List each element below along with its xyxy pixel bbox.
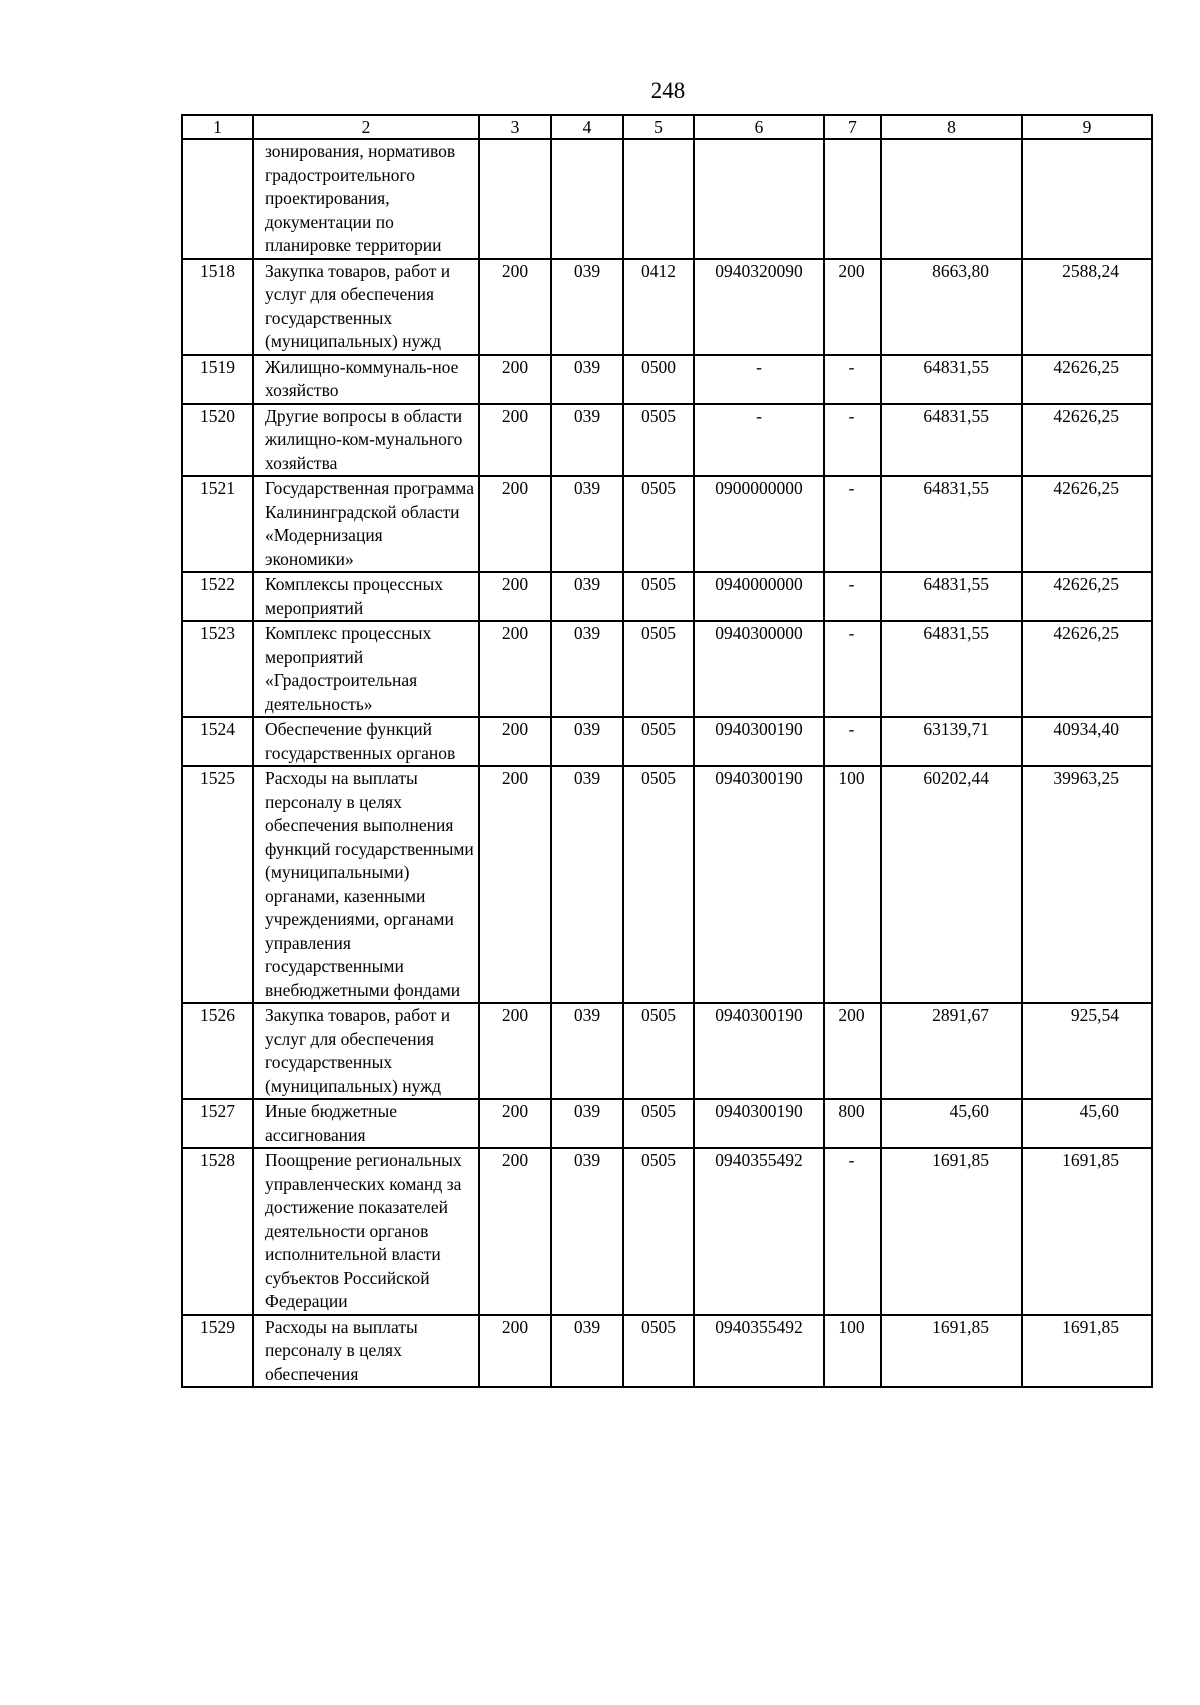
target-code-cell: 0940320090 bbox=[694, 259, 824, 355]
code-cell-4: 039 bbox=[551, 766, 623, 1003]
table-row bbox=[182, 404, 1152, 477]
column-header-3: 3 bbox=[479, 115, 551, 139]
row-number-cell: 1525 bbox=[182, 766, 253, 1003]
amount-cell-9: 40934,40 bbox=[1022, 717, 1152, 766]
page-number: 248 bbox=[650, 78, 686, 103]
amount-cell-8: 64831,55 bbox=[881, 404, 1022, 477]
amount-cell-9: 1691,85 bbox=[1022, 1148, 1152, 1315]
column-header-9: 9 bbox=[1022, 115, 1152, 139]
code-cell-4: 039 bbox=[551, 404, 623, 477]
code-cell-3: 200 bbox=[479, 621, 551, 717]
amount-cell-9: 42626,25 bbox=[1022, 621, 1152, 717]
amount-cell-8: 1691,85 bbox=[881, 1315, 1022, 1388]
row-number-cell: 1519 bbox=[182, 355, 253, 404]
amount-cell-8: 63139,71 bbox=[881, 717, 1022, 766]
amount-cell-8: 64831,55 bbox=[881, 621, 1022, 717]
table-row bbox=[182, 1099, 1152, 1148]
amount-cell-9: 2588,24 bbox=[1022, 259, 1152, 355]
code-cell-4: 039 bbox=[551, 1003, 623, 1099]
expense-type-cell: - bbox=[824, 572, 881, 621]
target-code-cell: 0940355492 bbox=[694, 1315, 824, 1388]
row-number-cell: 1518 bbox=[182, 259, 253, 355]
amount-cell-8: 2891,67 bbox=[881, 1003, 1022, 1099]
column-header-2: 2 bbox=[253, 115, 479, 139]
item-name-cell: Расходы на выплаты персоналу в целях обеспечения bbox=[253, 1315, 479, 1388]
section-code-cell: 0505 bbox=[623, 1003, 694, 1099]
code-cell-4: 039 bbox=[551, 259, 623, 355]
column-header-8: 8 bbox=[881, 115, 1022, 139]
item-name-cell: Закупка товаров, работ и услуг для обеспечения государственных (муниципальных) нужд bbox=[253, 1003, 479, 1099]
code-cell-3: 200 bbox=[479, 717, 551, 766]
item-name-cell: Расходы на выплаты персоналу в целях обеспечения выполнения функций государственными (муниципальными) органами, казенными учреждениями, органами управления государственными внебюджетными фондами bbox=[253, 766, 479, 1003]
amount-cell-8: 64831,55 bbox=[881, 476, 1022, 572]
budget-table bbox=[181, 114, 1153, 1388]
column-header-1: 1 bbox=[182, 115, 253, 139]
target-code-cell: 0940300190 bbox=[694, 1003, 824, 1099]
target-code-cell: 0940000000 bbox=[694, 572, 824, 621]
item-name-cell: зонирования, нормативов градостроительного проектирования, документации по планировке территории bbox=[253, 139, 479, 259]
expense-type-cell: - bbox=[824, 717, 881, 766]
amount-cell-8: 8663,80 bbox=[881, 259, 1022, 355]
row-number-cell: 1520 bbox=[182, 404, 253, 477]
code-cell-3: 200 bbox=[479, 766, 551, 1003]
code-cell-3: 200 bbox=[479, 476, 551, 572]
section-code-cell: 0505 bbox=[623, 1148, 694, 1315]
row-number-cell: 1523 bbox=[182, 621, 253, 717]
expense-type-cell: 800 bbox=[824, 1099, 881, 1148]
amount-cell-9: 925,54 bbox=[1022, 1003, 1152, 1099]
expense-type-cell: - bbox=[824, 355, 881, 404]
table-header-row bbox=[182, 115, 1152, 139]
expense-type-cell: - bbox=[824, 621, 881, 717]
column-header-5: 5 bbox=[623, 115, 694, 139]
amount-cell-9: 39963,25 bbox=[1022, 766, 1152, 1003]
amount-cell-8: 64831,55 bbox=[881, 355, 1022, 404]
item-name-cell: Комплексы процессных мероприятий bbox=[253, 572, 479, 621]
code-cell-4: 039 bbox=[551, 1148, 623, 1315]
code-cell-4: 039 bbox=[551, 1099, 623, 1148]
target-code-cell: 0940300190 bbox=[694, 766, 824, 1003]
section-code-cell: 0412 bbox=[623, 259, 694, 355]
table-row bbox=[182, 259, 1152, 355]
code-cell-4: 039 bbox=[551, 1315, 623, 1388]
section-code-cell: 0505 bbox=[623, 476, 694, 572]
table-row bbox=[182, 572, 1152, 621]
item-name-cell: Иные бюджетные ассигнования bbox=[253, 1099, 479, 1148]
amount-cell-8: 60202,44 bbox=[881, 766, 1022, 1003]
section-code-cell: 0505 bbox=[623, 1099, 694, 1148]
expense-type-cell: - bbox=[824, 476, 881, 572]
item-name-cell: Жилищно-коммуналь-ное хозяйство bbox=[253, 355, 479, 404]
row-number-cell: 1526 bbox=[182, 1003, 253, 1099]
target-code-cell: - bbox=[694, 404, 824, 477]
amount-cell-8: 1691,85 bbox=[881, 1148, 1022, 1315]
code-cell-3: 200 bbox=[479, 259, 551, 355]
table-row bbox=[182, 621, 1152, 717]
expense-type-cell: 100 bbox=[824, 766, 881, 1003]
section-code-cell: 0505 bbox=[623, 1315, 694, 1388]
code-cell-4: 039 bbox=[551, 572, 623, 621]
target-code-cell: - bbox=[694, 355, 824, 404]
code-cell-3: 200 bbox=[479, 1003, 551, 1099]
amount-cell-8 bbox=[881, 139, 1022, 259]
amount-cell-9 bbox=[1022, 139, 1152, 259]
expense-type-cell: - bbox=[824, 1148, 881, 1315]
amount-cell-9: 42626,25 bbox=[1022, 572, 1152, 621]
amount-cell-9: 45,60 bbox=[1022, 1099, 1152, 1148]
amount-cell-8: 64831,55 bbox=[881, 572, 1022, 621]
code-cell-3 bbox=[479, 139, 551, 259]
column-header-6: 6 bbox=[694, 115, 824, 139]
code-cell-4: 039 bbox=[551, 621, 623, 717]
amount-cell-9: 42626,25 bbox=[1022, 476, 1152, 572]
amount-cell-9: 1691,85 bbox=[1022, 1315, 1152, 1388]
row-number-cell: 1527 bbox=[182, 1099, 253, 1148]
code-cell-4: 039 bbox=[551, 476, 623, 572]
amount-cell-9: 42626,25 bbox=[1022, 404, 1152, 477]
row-number-cell: 1524 bbox=[182, 717, 253, 766]
item-name-cell: Комплекс процессных мероприятий «Градостроительная деятельность» bbox=[253, 621, 479, 717]
section-code-cell: 0505 bbox=[623, 766, 694, 1003]
table-row bbox=[182, 355, 1152, 404]
row-number-cell bbox=[182, 139, 253, 259]
item-name-cell: Закупка товаров, работ и услуг для обеспечения государственных (муниципальных) нужд bbox=[253, 259, 479, 355]
code-cell-3: 200 bbox=[479, 1148, 551, 1315]
row-number-cell: 1528 bbox=[182, 1148, 253, 1315]
section-code-cell: 0505 bbox=[623, 404, 694, 477]
table-row bbox=[182, 139, 1152, 259]
code-cell-3: 200 bbox=[479, 1315, 551, 1388]
expense-type-cell: 100 bbox=[824, 1315, 881, 1388]
target-code-cell: 0900000000 bbox=[694, 476, 824, 572]
section-code-cell: 0505 bbox=[623, 717, 694, 766]
expense-type-cell bbox=[824, 139, 881, 259]
item-name-cell: Государственная программа Калининградской области «Модернизация экономики» bbox=[253, 476, 479, 572]
code-cell-3: 200 bbox=[479, 1099, 551, 1148]
code-cell-3: 200 bbox=[479, 572, 551, 621]
table-row bbox=[182, 717, 1152, 766]
section-code-cell bbox=[623, 139, 694, 259]
table-row bbox=[182, 476, 1152, 572]
amount-cell-8: 45,60 bbox=[881, 1099, 1022, 1148]
row-number-cell: 1521 bbox=[182, 476, 253, 572]
table-row bbox=[182, 766, 1152, 1003]
amount-cell-9: 42626,25 bbox=[1022, 355, 1152, 404]
section-code-cell: 0500 bbox=[623, 355, 694, 404]
item-name-cell: Другие вопросы в области жилищно-ком-мунального хозяйства bbox=[253, 404, 479, 477]
target-code-cell: 0940300190 bbox=[694, 1099, 824, 1148]
expense-type-cell: 200 bbox=[824, 259, 881, 355]
expense-type-cell: - bbox=[824, 404, 881, 477]
table-row bbox=[182, 1315, 1152, 1388]
column-header-4: 4 bbox=[551, 115, 623, 139]
table-row bbox=[182, 1003, 1152, 1099]
item-name-cell: Обеспечение функций государственных органов bbox=[253, 717, 479, 766]
code-cell-4 bbox=[551, 139, 623, 259]
target-code-cell: 0940300190 bbox=[694, 717, 824, 766]
table-row bbox=[182, 1148, 1152, 1315]
target-code-cell: 0940300000 bbox=[694, 621, 824, 717]
section-code-cell: 0505 bbox=[623, 572, 694, 621]
code-cell-3: 200 bbox=[479, 355, 551, 404]
row-number-cell: 1522 bbox=[182, 572, 253, 621]
code-cell-4: 039 bbox=[551, 717, 623, 766]
expense-type-cell: 200 bbox=[824, 1003, 881, 1099]
section-code-cell: 0505 bbox=[623, 621, 694, 717]
target-code-cell bbox=[694, 139, 824, 259]
column-header-7: 7 bbox=[824, 115, 881, 139]
code-cell-3: 200 bbox=[479, 404, 551, 477]
item-name-cell: Поощрение региональных управленческих команд за достижение показателей деятельности органов исполнительной власти субъектов Российской Федерации bbox=[253, 1148, 479, 1315]
target-code-cell: 0940355492 bbox=[694, 1148, 824, 1315]
code-cell-4: 039 bbox=[551, 355, 623, 404]
row-number-cell: 1529 bbox=[182, 1315, 253, 1388]
